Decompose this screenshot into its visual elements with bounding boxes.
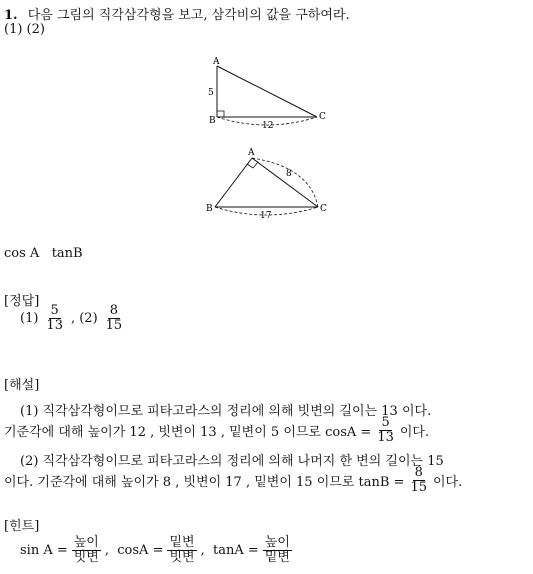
vertex-c-label: C — [320, 204, 327, 214]
hint-tan-prefix: , tanA = — [200, 542, 259, 558]
explanation-line-2: 기준각에 대해 높이가 12 , 빗변이 13 , 밑변이 5 이므로 cosA = $\frac{5}{13}$ 이다. — [4, 415, 430, 445]
problem-text: 다음 그림의 직각삼각형을 보고, 삼각비의 값을 구하여라. — [27, 8, 350, 23]
vertex-a-label: A — [213, 57, 220, 67]
answer-separator: , (2) — [70, 310, 98, 326]
side-bc-label: 17 — [260, 211, 272, 221]
vertex-a-label: A — [248, 148, 255, 158]
hint-tan-fraction: $\frac{\text{높이}}{\text{밑변}}$ — [264, 535, 290, 565]
answer-part1-prefix: (1) — [20, 310, 39, 326]
answer-label: [정답] — [4, 294, 40, 309]
answer-part2-fraction: $\frac{8}{15}$ — [105, 303, 123, 333]
answer-line — [20, 304, 124, 332]
vertex-b-label: B — [206, 204, 213, 214]
triangle-figure-1 — [200, 55, 335, 130]
right-angle-mark — [217, 111, 224, 117]
problem-number: 1. — [4, 8, 18, 23]
explanation-label: [해설] — [4, 378, 40, 393]
hint-sin-prefix: sin A = — [20, 542, 68, 558]
explanation-line-4: 이다. 기준각에 대해 높이가 8 , 빗변이 17 , 밑변이 15 이므로 tanB = $\frac{8}{15}$ 이다. — [4, 465, 463, 495]
explanation-cos-fraction: $\frac{5}{13}$ — [377, 415, 394, 445]
hint-sin-fraction: $\frac{\text{높이}}{\text{빗변}}$ — [73, 535, 99, 565]
side-ac-label: 8 — [286, 169, 292, 179]
vertex-c-label: C — [319, 112, 326, 122]
explanation-line-1: (1) 직각삼각형이므로 피타고라스의 정리에 의해 빗변의 길이는 13 이다. — [20, 404, 432, 419]
asked-ratios: cos A tanB — [4, 246, 83, 261]
problem-title — [4, 4, 350, 23]
hint-cos-fraction: $\frac{\text{밑변}}{\text{빗변}}$ — [169, 535, 195, 565]
triangle-figure-2 — [200, 145, 335, 225]
side-ab-label: 5 — [208, 88, 214, 98]
side-bc-label: 12 — [262, 121, 274, 130]
hint-label: [힌트] — [4, 519, 40, 534]
explanation-line-3: (2) 직각삼각형이므로 피타고라스의 정리에 의해 나머지 한 변의 길이는 15 — [20, 454, 444, 469]
vertex-b-label: B — [209, 116, 216, 126]
explanation-tan-fraction: $\frac{8}{15}$ — [410, 465, 427, 495]
hint-cos-prefix: , cosA = — [104, 542, 164, 558]
hint-formulas — [20, 536, 292, 564]
answer-part1-fraction: $\frac{5}{13}$ — [46, 303, 63, 333]
problem-parts: (1) (2) — [4, 22, 45, 37]
